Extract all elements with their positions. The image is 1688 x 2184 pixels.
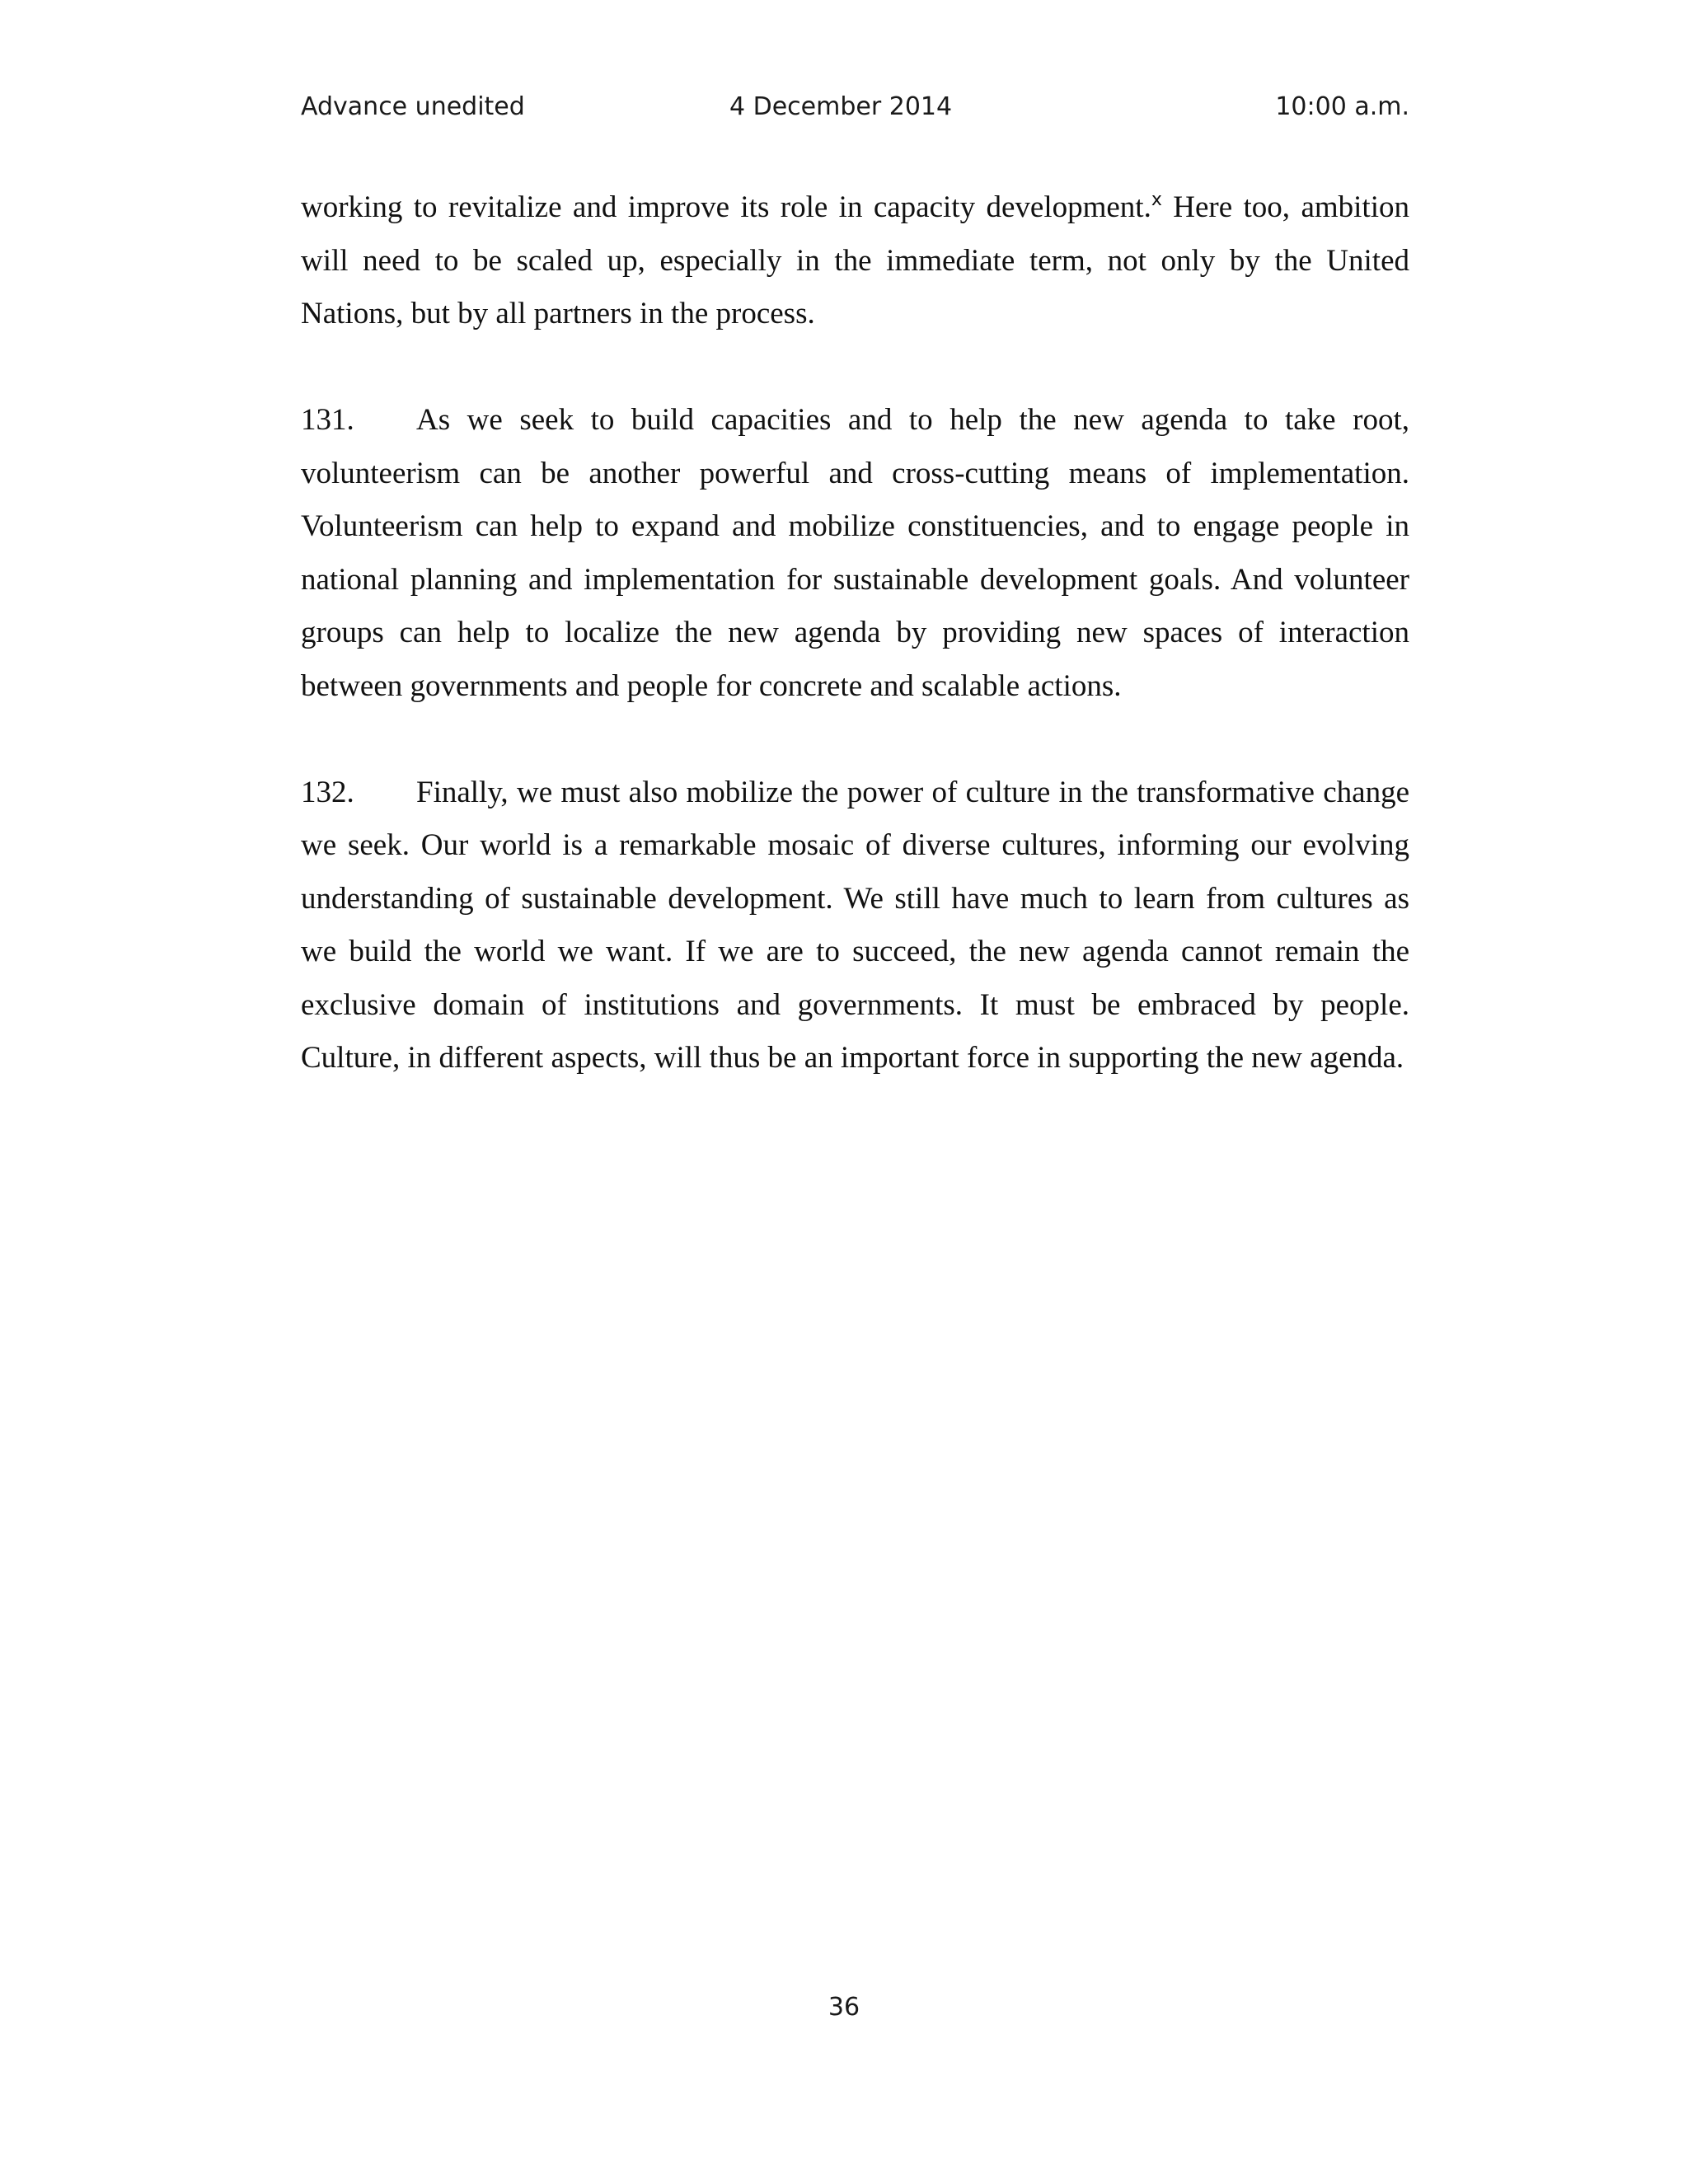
header-status: Advance unedited <box>301 92 525 121</box>
paragraph-text: Here too, ambition will need to be scaled up, especially in the immediate term, not only by the United Nations, but by all partners in the process. <box>301 190 1409 330</box>
paragraph-number: 131. <box>301 403 354 437</box>
header-date: 4 December 2014 <box>729 92 953 121</box>
page-number: 36 <box>828 1993 860 2022</box>
paragraph-text: As we seek to build capacities and to help the new agenda to take root, volunteerism can be another powerful and cross-cutting means of implementation. Volunteerism can help to expand and mobilize constituencies, and to engage people in national planning and implementation for sustainable development goals. And volunteer groups can help to localize the new agenda by providing new spaces of interaction between governments and people for concrete and scalable actions. <box>301 403 1409 703</box>
paragraph-132 <box>301 766 1409 1085</box>
header-time: 10:00 a.m. <box>1275 92 1409 121</box>
paragraph-131 <box>301 394 1409 713</box>
document-body <box>301 181 1409 1138</box>
footnote-marker: x <box>1151 190 1162 210</box>
paragraph-number: 132. <box>301 775 354 809</box>
paragraph-text: Finally, we must also mobilize the power of culture in the transformative change we seek. Our world is a remarkable mosaic of diverse cultures, informing our evolving understanding of sustainable development. We still have much to learn from cultures as we build the world we want. If we are to succeed, the new agenda cannot remain the exclusive domain of institutions and governments. It must be embraced by people. Culture, in different aspects, will thus be an important force in supporting the new agenda. <box>301 775 1409 1075</box>
paragraph-text: working to revitalize and improve its role in capacity development. <box>301 190 1151 224</box>
page-header <box>301 92 1409 129</box>
paragraph-continuation <box>301 181 1409 341</box>
